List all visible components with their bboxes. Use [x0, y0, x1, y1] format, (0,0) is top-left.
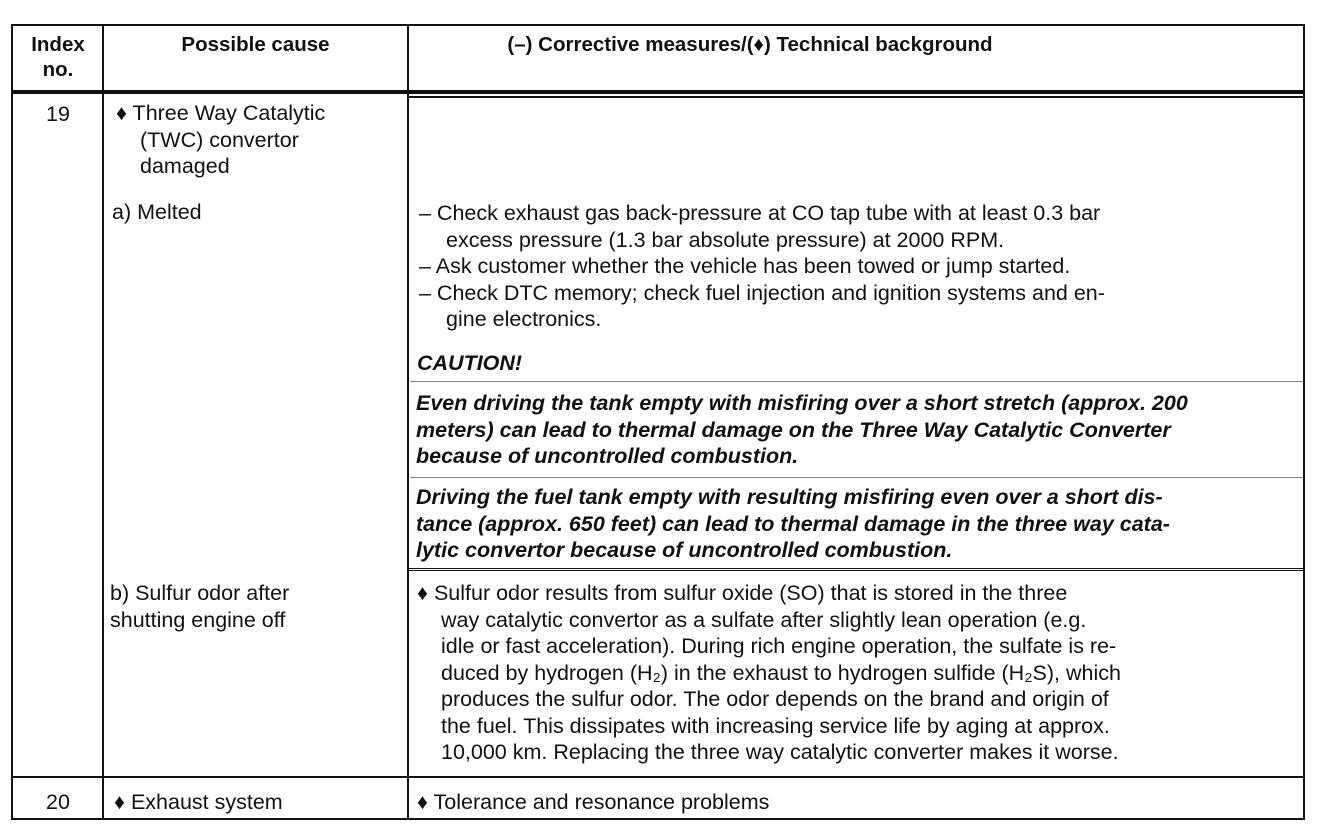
caution-line: Even driving the tank empty with misfiring over a short stretch (approx. 200 [416, 391, 1188, 415]
table-bottom-border [11, 818, 1305, 820]
row-divider [11, 776, 1305, 778]
measure-line: the fuel. This dissipates with increasing service life by aging at approx. [441, 713, 1110, 738]
header-measures [410, 32, 1090, 57]
caution-text: CAUTION! [417, 351, 523, 375]
measures-box-top [407, 96, 1305, 98]
measure-line: produces the sulfur odor. The odor depends on the brand and origin of [441, 687, 1109, 711]
header-cause-text: Possible cause [181, 33, 330, 56]
row-20-cause [114, 789, 283, 816]
measure-line: excess pressure (1.3 bar absolute pressure) at 2000 RPM. [446, 227, 1005, 252]
cause-text: ♦ Exhaust system [114, 790, 283, 814]
header-divider [11, 90, 1305, 94]
caution-line: Driving the fuel tank empty with resulting misfiring even over a short dis- [416, 485, 1163, 509]
header-possible-cause [104, 32, 407, 57]
caution-divider [410, 381, 1303, 382]
table-left-border [11, 24, 13, 820]
column-divider-1 [102, 24, 104, 820]
cause-line: (TWC) convertor [140, 127, 299, 152]
row-19-sub-b-measures [417, 580, 1287, 766]
measure-line: way catalytic convertor as a sulfate after slightly lean operation (e.g. [441, 607, 1087, 632]
header-measures-text: (–) Corrective measures/(♦) Technical background [507, 33, 993, 56]
index-value: 19 [46, 102, 70, 126]
caution-paragraph-2 [416, 484, 1298, 564]
measure-text: ♦ Tolerance and resonance problems [417, 790, 770, 814]
row-20-measures [417, 789, 769, 816]
table-right-border [1303, 24, 1305, 820]
row-19-cause [116, 100, 325, 180]
measure-line: – Check exhaust gas back-pressure at CO tap tube with at least 0.3 bar [419, 201, 1101, 225]
caution-divider-2 [410, 477, 1303, 478]
header-index-line2: no. [42, 58, 74, 81]
sub-a-label: a) Melted [112, 200, 202, 224]
row-19-sub-a [112, 199, 202, 226]
measure-line: 10,000 km. Replacing the three way catalytic converter makes it worse. [441, 740, 1119, 764]
sub-b-line: b) Sulfur odor after [110, 581, 290, 605]
caution-line: meters) can lead to thermal damage on the Three Way Catalytic Converter [416, 417, 1171, 442]
measure-line: – Check DTC memory; check fuel injection and ignition systems and en- [419, 280, 1105, 305]
index-value: 20 [46, 790, 70, 814]
measure-line: idle or fast acceleration). During rich engine operation, the sulfate is re- [441, 634, 1117, 658]
caution-paragraph-1 [416, 390, 1298, 470]
caution-line: tance (approx. 650 feet) can lead to thermal damage in the three way cata- [416, 511, 1170, 536]
caution-line: lytic convertor because of uncontrolled combustion. [416, 538, 953, 562]
cause-line: damaged [140, 154, 230, 178]
measure-line: ♦ Sulfur odor results from sulfur oxide (SO) that is stored in the three [417, 581, 1068, 605]
cause-line: ♦ Three Way Catalytic [116, 101, 326, 125]
caution-label [417, 350, 522, 377]
row-19-sub-b [110, 580, 289, 633]
header-index [14, 32, 102, 82]
row-20-index [14, 789, 102, 816]
row-19-sub-a-measures [419, 200, 1289, 333]
measures-box-divider-2 [407, 570, 1305, 571]
measure-line: – Ask customer whether the vehicle has been towed or jump started. [419, 254, 1071, 278]
header-index-line1: Index [31, 33, 85, 56]
table-top-border [11, 24, 1305, 26]
sub-b-line: shutting engine off [110, 607, 286, 632]
measures-box-divider [407, 568, 1305, 569]
measure-line: duced by hydrogen (H₂) in the exhaust to hydrogen sulfide (H₂S), which [441, 660, 1121, 685]
measure-line: gine electronics. [446, 307, 602, 331]
caution-line: because of uncontrolled combustion. [416, 444, 799, 468]
column-divider-2 [407, 24, 409, 820]
row-19-index [14, 101, 102, 128]
